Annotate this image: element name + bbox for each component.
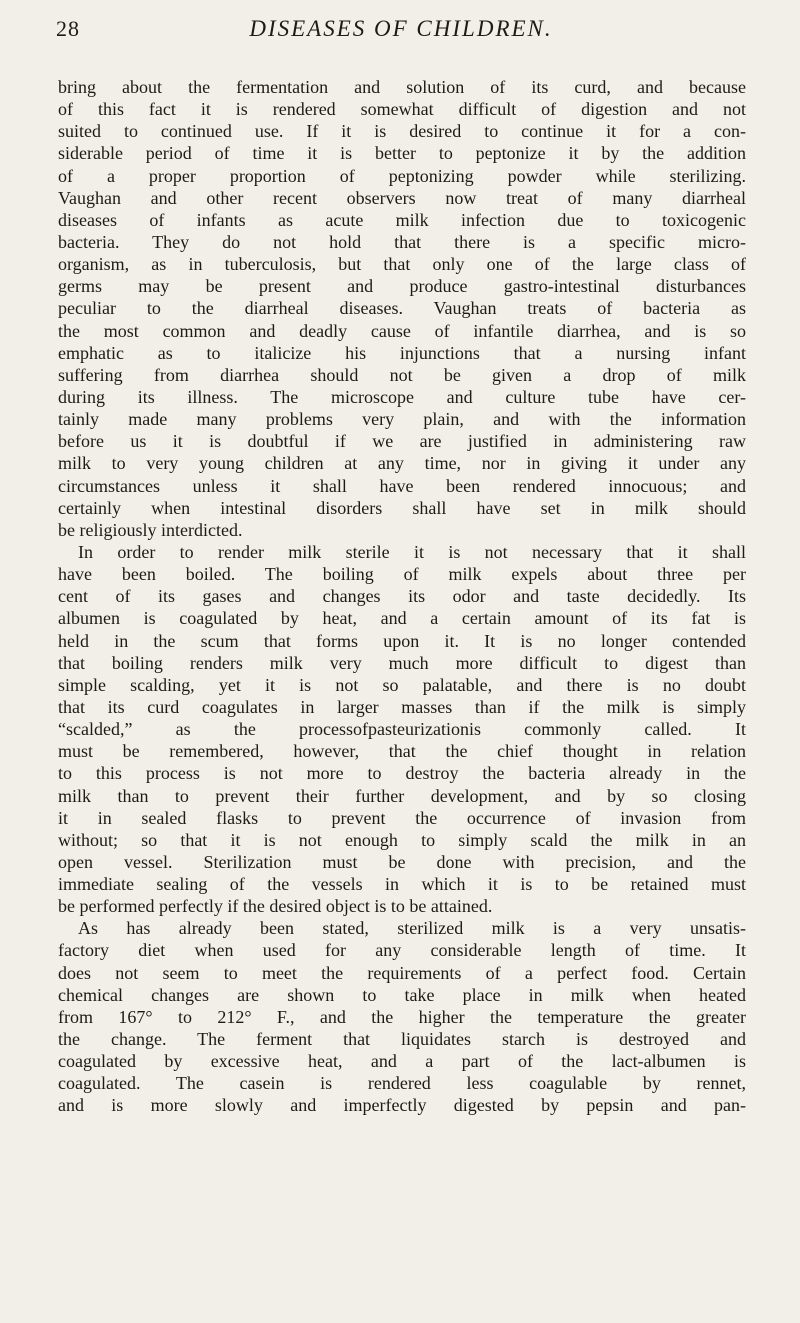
- text-line: simple scalding, yet it is not so palatable, and there is no doubt: [58, 674, 746, 695]
- text-line: Vaughan and other recent observers now treat of many diarrheal: [58, 187, 746, 208]
- text-line: suffering from diarrhea should not be given a drop of milk: [58, 364, 746, 385]
- text-line: immediate sealing of the vessels in which it is to be retained must: [58, 874, 746, 895]
- text-line: from 167° to 212° F., and the higher the temperature the greater: [58, 1006, 746, 1027]
- text-line: cent of its gases and changes its odor and taste decidedly. Its: [58, 586, 746, 607]
- text-line: the change. The ferment that liquidates starch is destroyed and: [58, 1029, 746, 1050]
- text-line: be religiously interdicted.: [58, 519, 243, 540]
- text-line: certainly when intestinal disorders shall have set in milk should: [58, 497, 746, 518]
- text-line: coagulated. The casein is rendered less coagulable by rennet,: [58, 1073, 746, 1094]
- text-line: organism, as in tuberculosis, but that only one of the large class of: [58, 254, 746, 275]
- text-line: have been boiled. The boiling of milk expels about three per: [58, 564, 746, 585]
- text-line: of a proper proportion of peptonizing powder while sterilizing.: [58, 165, 746, 186]
- text-line: open vessel. Sterilization must be done with precision, and the: [58, 851, 746, 872]
- text-line: factory diet when used for any considerable length of time. It: [58, 940, 746, 961]
- text-line: diseases of infants as acute milk infection due to toxicogenic: [58, 209, 746, 230]
- page-number: 28: [56, 16, 80, 41]
- paragraph: [58, 541, 746, 917]
- text-line: to this process is not more to destroy the bacteria already in the: [58, 763, 746, 784]
- text-line: during its illness. The microscope and culture tube have cer-: [58, 386, 746, 407]
- running-title: DISEASES OF CHILDREN.: [249, 16, 553, 41]
- text-line: albumen is coagulated by heat, and a certain amount of its fat is: [58, 608, 746, 629]
- text-line: coagulated by excessive heat, and a part of the lact-albumen is: [58, 1051, 746, 1072]
- text-line: without; so that it is not enough to simply scald the milk in an: [58, 829, 746, 850]
- paragraph: [58, 917, 746, 1116]
- text-line: before us it is doubtful if we are justified in administering raw: [58, 431, 746, 452]
- text-line: germs may be present and produce gastro-intestinal disturbances: [58, 276, 746, 297]
- text-line: peculiar to the diarrheal diseases. Vaughan treats of bacteria as: [58, 298, 746, 319]
- text-line: tainly made many problems very plain, and with the information: [58, 409, 746, 430]
- body-text: [58, 76, 746, 1117]
- text-line: chemical changes are shown to take place in milk when heated: [58, 984, 746, 1005]
- text-line: must be remembered, however, that the chief thought in relation: [58, 741, 746, 762]
- text-line: be performed perfectly if the desired object is to be attained.: [58, 896, 493, 917]
- text-line: suited to continued use. If it is desired to continue it for a con-: [58, 121, 746, 142]
- text-line: As has already been stated, sterilized milk is a very unsatis-: [78, 918, 746, 939]
- text-line: siderable period of time it is better to peptonize it by the addition: [58, 143, 746, 164]
- text-line: In order to render milk sterile it is not necessary that it shall: [78, 541, 746, 562]
- text-line: bring about the fermentation and solution of its curd, and because: [58, 77, 746, 97]
- text-line: it in sealed flasks to prevent the occurrence of invasion from: [58, 807, 746, 828]
- text-line: held in the scum that forms upon it. It is no longer contended: [58, 630, 746, 651]
- paragraph: [58, 76, 746, 541]
- text-line: that its curd coagulates in larger masses than if the milk is simply: [58, 696, 746, 717]
- text-line: circumstances unless it shall have been rendered innocuous; and: [58, 475, 746, 496]
- text-line: that boiling renders milk very much more difficult to digest than: [58, 652, 746, 673]
- text-line: “scalded,” as the processofpasteurizationis commonly called. It: [58, 719, 746, 740]
- text-line: emphatic as to italicize his injunctions that a nursing infant: [58, 342, 746, 363]
- text-line: and is more slowly and imperfectly digested by pepsin and pan-: [58, 1095, 746, 1116]
- text-line: bacteria. They do not hold that there is a specific micro-: [58, 231, 746, 252]
- text-line: the most common and deadly cause of infantile diarrhea, and is so: [58, 320, 746, 341]
- running-head: [56, 16, 746, 44]
- text-line: of this fact it is rendered somewhat difficult of digestion and not: [58, 99, 746, 120]
- text-line: does not seem to meet the requirements of a perfect food. Certain: [58, 962, 746, 983]
- text-line: milk to very young children at any time, nor in giving it under any: [58, 453, 746, 474]
- text-line: milk than to prevent their further development, and by so closing: [58, 785, 746, 806]
